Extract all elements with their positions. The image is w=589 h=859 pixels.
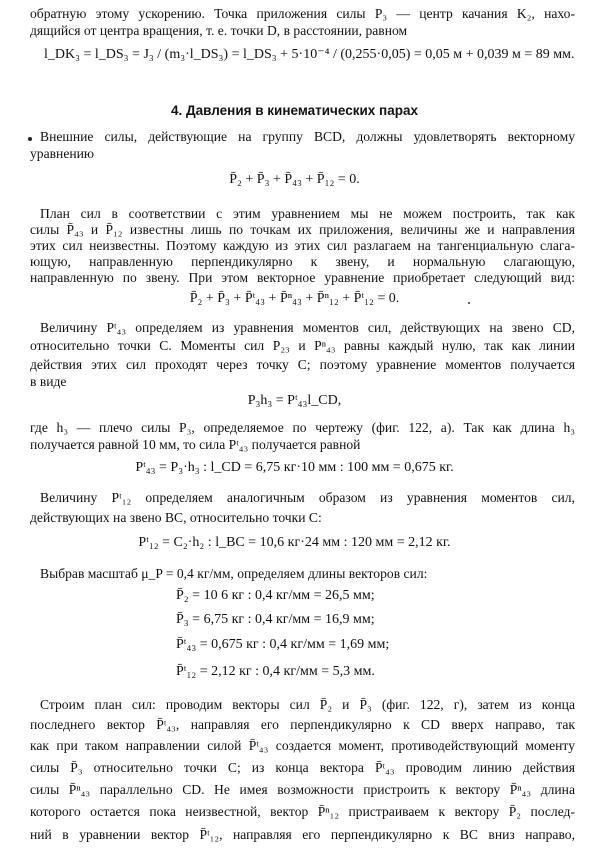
para7-line-7: ний в уравнении вектор P̄ᵗ₁₂, направляя его перпендикулярно к BC вниз направо, <box>30 827 575 842</box>
equation-ldk: l_DK₃ = l_DS₃ = J₃ / (m₃·l_DS₃) = l_DS₃ + 5·10⁻⁴ / (0,255·0,05) = 0,05 м + 0,039 м = 89 мм. <box>44 47 575 62</box>
para2-line-3: этих сил неизвестны. Поэтому каждую из этих сил разлагаем на тангенциальную слага- <box>30 238 575 253</box>
para1-line-2: уравнению <box>30 146 95 161</box>
para2-line-1: План сил в соответствии с этим уравнением мы не можем построить, так как <box>40 206 575 221</box>
para3-line-3: действия этих сил проходят через точку C; поэтому уравнение моментов получается <box>30 357 575 372</box>
para1-line-1: Внешние силы, действующие на группу BCD, должны удовлетворять векторному <box>40 129 575 144</box>
equation-vector-sum: P̄₂ + P̄₃ + P̄₄₃ + P̄₁₂ = 0. <box>229 172 360 187</box>
bullet-mark <box>28 137 32 141</box>
para3-line-1: Величину Pᵗ₄₃ определяем из уравнения моментов сил, действующих на звено CD, <box>40 320 575 335</box>
para7-line-3: как при таком направлении силой P̄ᵗ₄₃ создается момент, противодействующий моменту <box>30 738 575 753</box>
equation-length-p2: P̄₂ = 10 6 кг : 0,4 кг/мм = 26,5 мм; <box>176 588 375 603</box>
equation-length-p3: P̄₃ = 6,75 кг : 0,4 кг/мм = 16,9 мм; <box>176 612 375 627</box>
section-heading: 4. Давления в кинематических парах <box>171 103 418 118</box>
intro-line-2: дящийся от центра вращения, т. е. точки D, в расстоянии, равном <box>30 23 408 38</box>
equation-vector-components: P̄₂ + P̄₃ + P̄ᵗ₄₃ + P̄ⁿ₄₃ + P̄ⁿ₁₂ + P̄ᵗ₁₂ = 0. <box>189 291 400 306</box>
para5-line-1: Величину Pᵗ₁₂ определяем аналогичным образом из уравнения моментов сил, <box>40 490 575 505</box>
para2-line-5: направленную по звену. При этом векторное уравнение приобретает следующий вид: <box>30 270 575 285</box>
para4-line-1: где h₃ — плечо силы P₃, определяемое по чертежу (фиг. 122, а). Так как длина h₃ <box>30 420 575 435</box>
para7-line-2: последнего вектор P̄ᵗ₄₃, направляя его перпендикулярно к CD вверх направо, так <box>30 717 575 732</box>
equation-length-p12: P̄ᵗ₁₂ = 2,12 кг : 0,4 кг/мм = 5,3 мм. <box>176 664 375 679</box>
para7-line-6: которого остается пока неизвестной, вектор P̄ⁿ₁₂ пристраиваем к вектору P̄₂ послед- <box>30 804 575 819</box>
para6-line: Выбрав масштаб μ_P = 0,4 кг/мм, определяем длины векторов сил: <box>40 566 428 581</box>
equation-p12: Pᵗ₁₂ = C₂·h₂ : l_BC = 10,6 кг·24 мм : 120 мм = 2,12 кг. <box>138 535 451 550</box>
para2-line-2: силы P̄₄₃ и P̄₁₂ известны лишь по точкам их приложения, величины же и направления <box>30 222 575 237</box>
intro-line-1: обратную этому ускорению. Точка приложения силы P₃ — центр качания K₂, нахо- <box>30 6 575 21</box>
equation-length-p43: P̄ᵗ₄₃ = 0,675 кг : 0,4 кг/мм = 1,69 мм; <box>176 637 390 652</box>
para7-line-4: силы P̄₃ относительно точки C; из конца вектора P̄ᵗ₄₃ проводим линию действия <box>30 760 575 775</box>
para4-line-2: получается равной 10 мм, то сила Pᵗ₄₃ получается равной <box>30 437 361 452</box>
equation-p43: Pᵗ₄₃ = P₃·h₃ : l_CD = 6,75 кг·10 мм : 100 мм = 0,675 кг. <box>135 460 454 475</box>
para7-line-1: Строим план сил: проводим векторы сил P̄₂ и P̄₃ (фиг. 122, г), затем из конца <box>40 697 575 712</box>
print-speck <box>468 302 470 304</box>
para7-line-5: силы P̄ⁿ₄₃ параллельно CD. Не имея возможности пристроить к вектору P̄ⁿ₄₃ длина <box>30 782 575 797</box>
para3-line-2: относительно точки C. Моменты сил P₂₃ и Pⁿ₄₃ равны каждый нулю, так как линии <box>30 338 575 353</box>
equation-moment: P₃h₃ = Pᵗ₄₃l_CD, <box>247 393 342 408</box>
para5-line-2: действующих на звено BC, относительно точки C: <box>30 510 322 525</box>
para3-line-4: в виде <box>30 374 67 389</box>
para2-line-4: ющую, направленную перпендикулярно к звену, и нормальную слагающую, <box>30 254 575 269</box>
